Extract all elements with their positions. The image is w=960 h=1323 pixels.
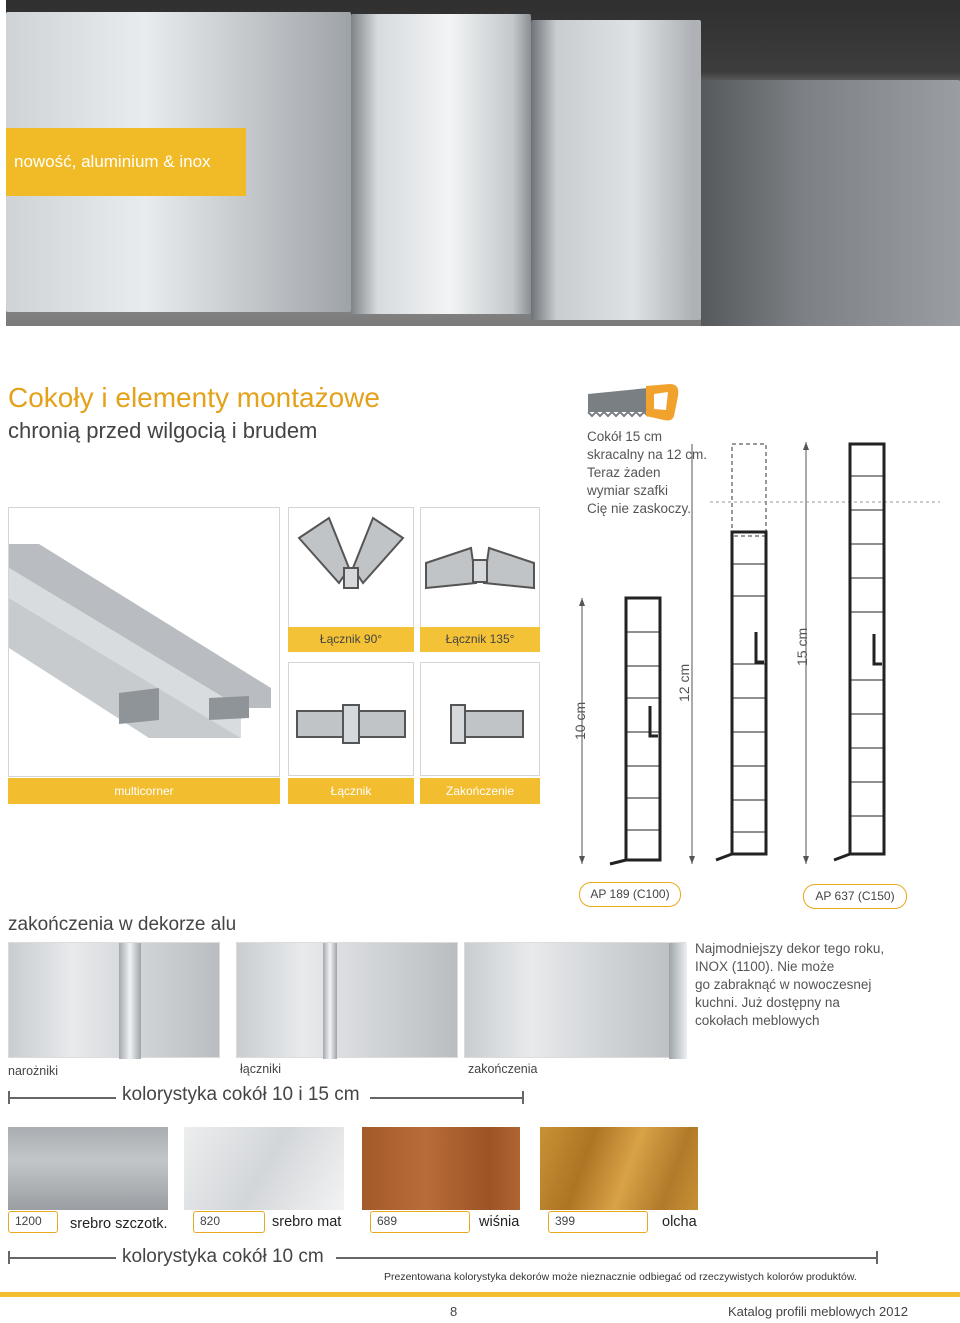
end-cap-bar: Zakończenie bbox=[420, 778, 540, 804]
colors-heading-10-15: kolorystyka cokół 10 i 15 cm bbox=[122, 1084, 360, 1105]
inox-description: Najmodniejszy dekor tego roku, INOX (1100). Nie może go zabraknąć w nowoczesnej kuchni. Już dostępny na cokołach meblowych bbox=[695, 941, 885, 1028]
dimension-10cm: 10 cm bbox=[572, 701, 588, 740]
section-subtitle: chronią przed wilgocią i brudem bbox=[8, 418, 318, 443]
end-cap-image bbox=[420, 662, 540, 776]
color-code: 689 bbox=[370, 1211, 470, 1233]
section-title: Cokoły i elementy montażowe bbox=[8, 382, 380, 413]
ap189-badge: AP 189 (C100) bbox=[579, 882, 681, 907]
footer-rule bbox=[0, 1292, 960, 1297]
hero-band: nowość, aluminium & inox bbox=[6, 128, 246, 196]
connector-135-drawing bbox=[421, 508, 539, 618]
color-code: 399 bbox=[548, 1211, 648, 1233]
dimension-15cm: 15 cm bbox=[794, 627, 810, 666]
corner-photo bbox=[8, 942, 220, 1058]
end-cap-photo bbox=[464, 942, 686, 1058]
swatch-matt-silver bbox=[184, 1127, 344, 1210]
connector-drawing bbox=[289, 663, 413, 775]
aluminium-plinth-panel bbox=[531, 20, 701, 320]
multicorner-image bbox=[8, 507, 280, 777]
aluminium-plinth-panel bbox=[701, 80, 960, 326]
page-number: 8 bbox=[450, 1304, 458, 1319]
color-disclaimer: Prezentowana kolorystyka dekorów może nieznacznie odbiegać od rzeczywistych kolorów produktów. bbox=[384, 1271, 857, 1283]
color-code: 820 bbox=[193, 1211, 265, 1233]
ap637-badge: AP 637 (C150) bbox=[803, 884, 907, 909]
colors-heading-10: kolorystyka cokół 10 cm bbox=[122, 1246, 324, 1267]
profile-cross-sections bbox=[560, 436, 940, 876]
catalog-title: Katalog profili meblowych 2012 bbox=[728, 1304, 908, 1319]
swatch-alder bbox=[540, 1127, 698, 1210]
connector-90-drawing bbox=[289, 508, 413, 618]
color-name: srebro mat bbox=[272, 1214, 342, 1230]
connector-bar: Łącznik bbox=[288, 778, 414, 804]
color-code: 1200 bbox=[8, 1211, 58, 1233]
connector-90-label: Łącznik 90° bbox=[288, 627, 414, 652]
swatch-cherry bbox=[362, 1127, 520, 1210]
saw-note: Cokół 15 cm skracalny na 12 cm. Teraz żaden wymiar szafki Cię nie zaskoczy. bbox=[587, 429, 708, 516]
swatch-brushed-silver bbox=[8, 1127, 168, 1210]
end-cap-drawing bbox=[421, 663, 539, 775]
multicorner-bar: multicorner bbox=[8, 778, 280, 804]
color-name: olcha bbox=[662, 1214, 697, 1230]
multicorner-profile-drawing bbox=[9, 508, 279, 776]
connector-135-label: Łącznik 135° bbox=[420, 627, 540, 652]
connectors-label: łączniki bbox=[240, 1062, 281, 1076]
color-name: srebro szczotk. bbox=[70, 1216, 168, 1232]
connector-image bbox=[288, 662, 414, 776]
saw-icon bbox=[586, 382, 682, 424]
dimension-12cm: 12 cm bbox=[676, 663, 692, 702]
aluminium-plinth-panel bbox=[351, 14, 531, 314]
end-caps-label: zakończenia bbox=[468, 1062, 538, 1076]
color-name: wiśnia bbox=[479, 1214, 520, 1230]
connector-photo bbox=[236, 942, 458, 1058]
corners-label: narożniki bbox=[8, 1064, 59, 1078]
alu-finish-title: zakończenia w dekorze alu bbox=[8, 914, 237, 935]
